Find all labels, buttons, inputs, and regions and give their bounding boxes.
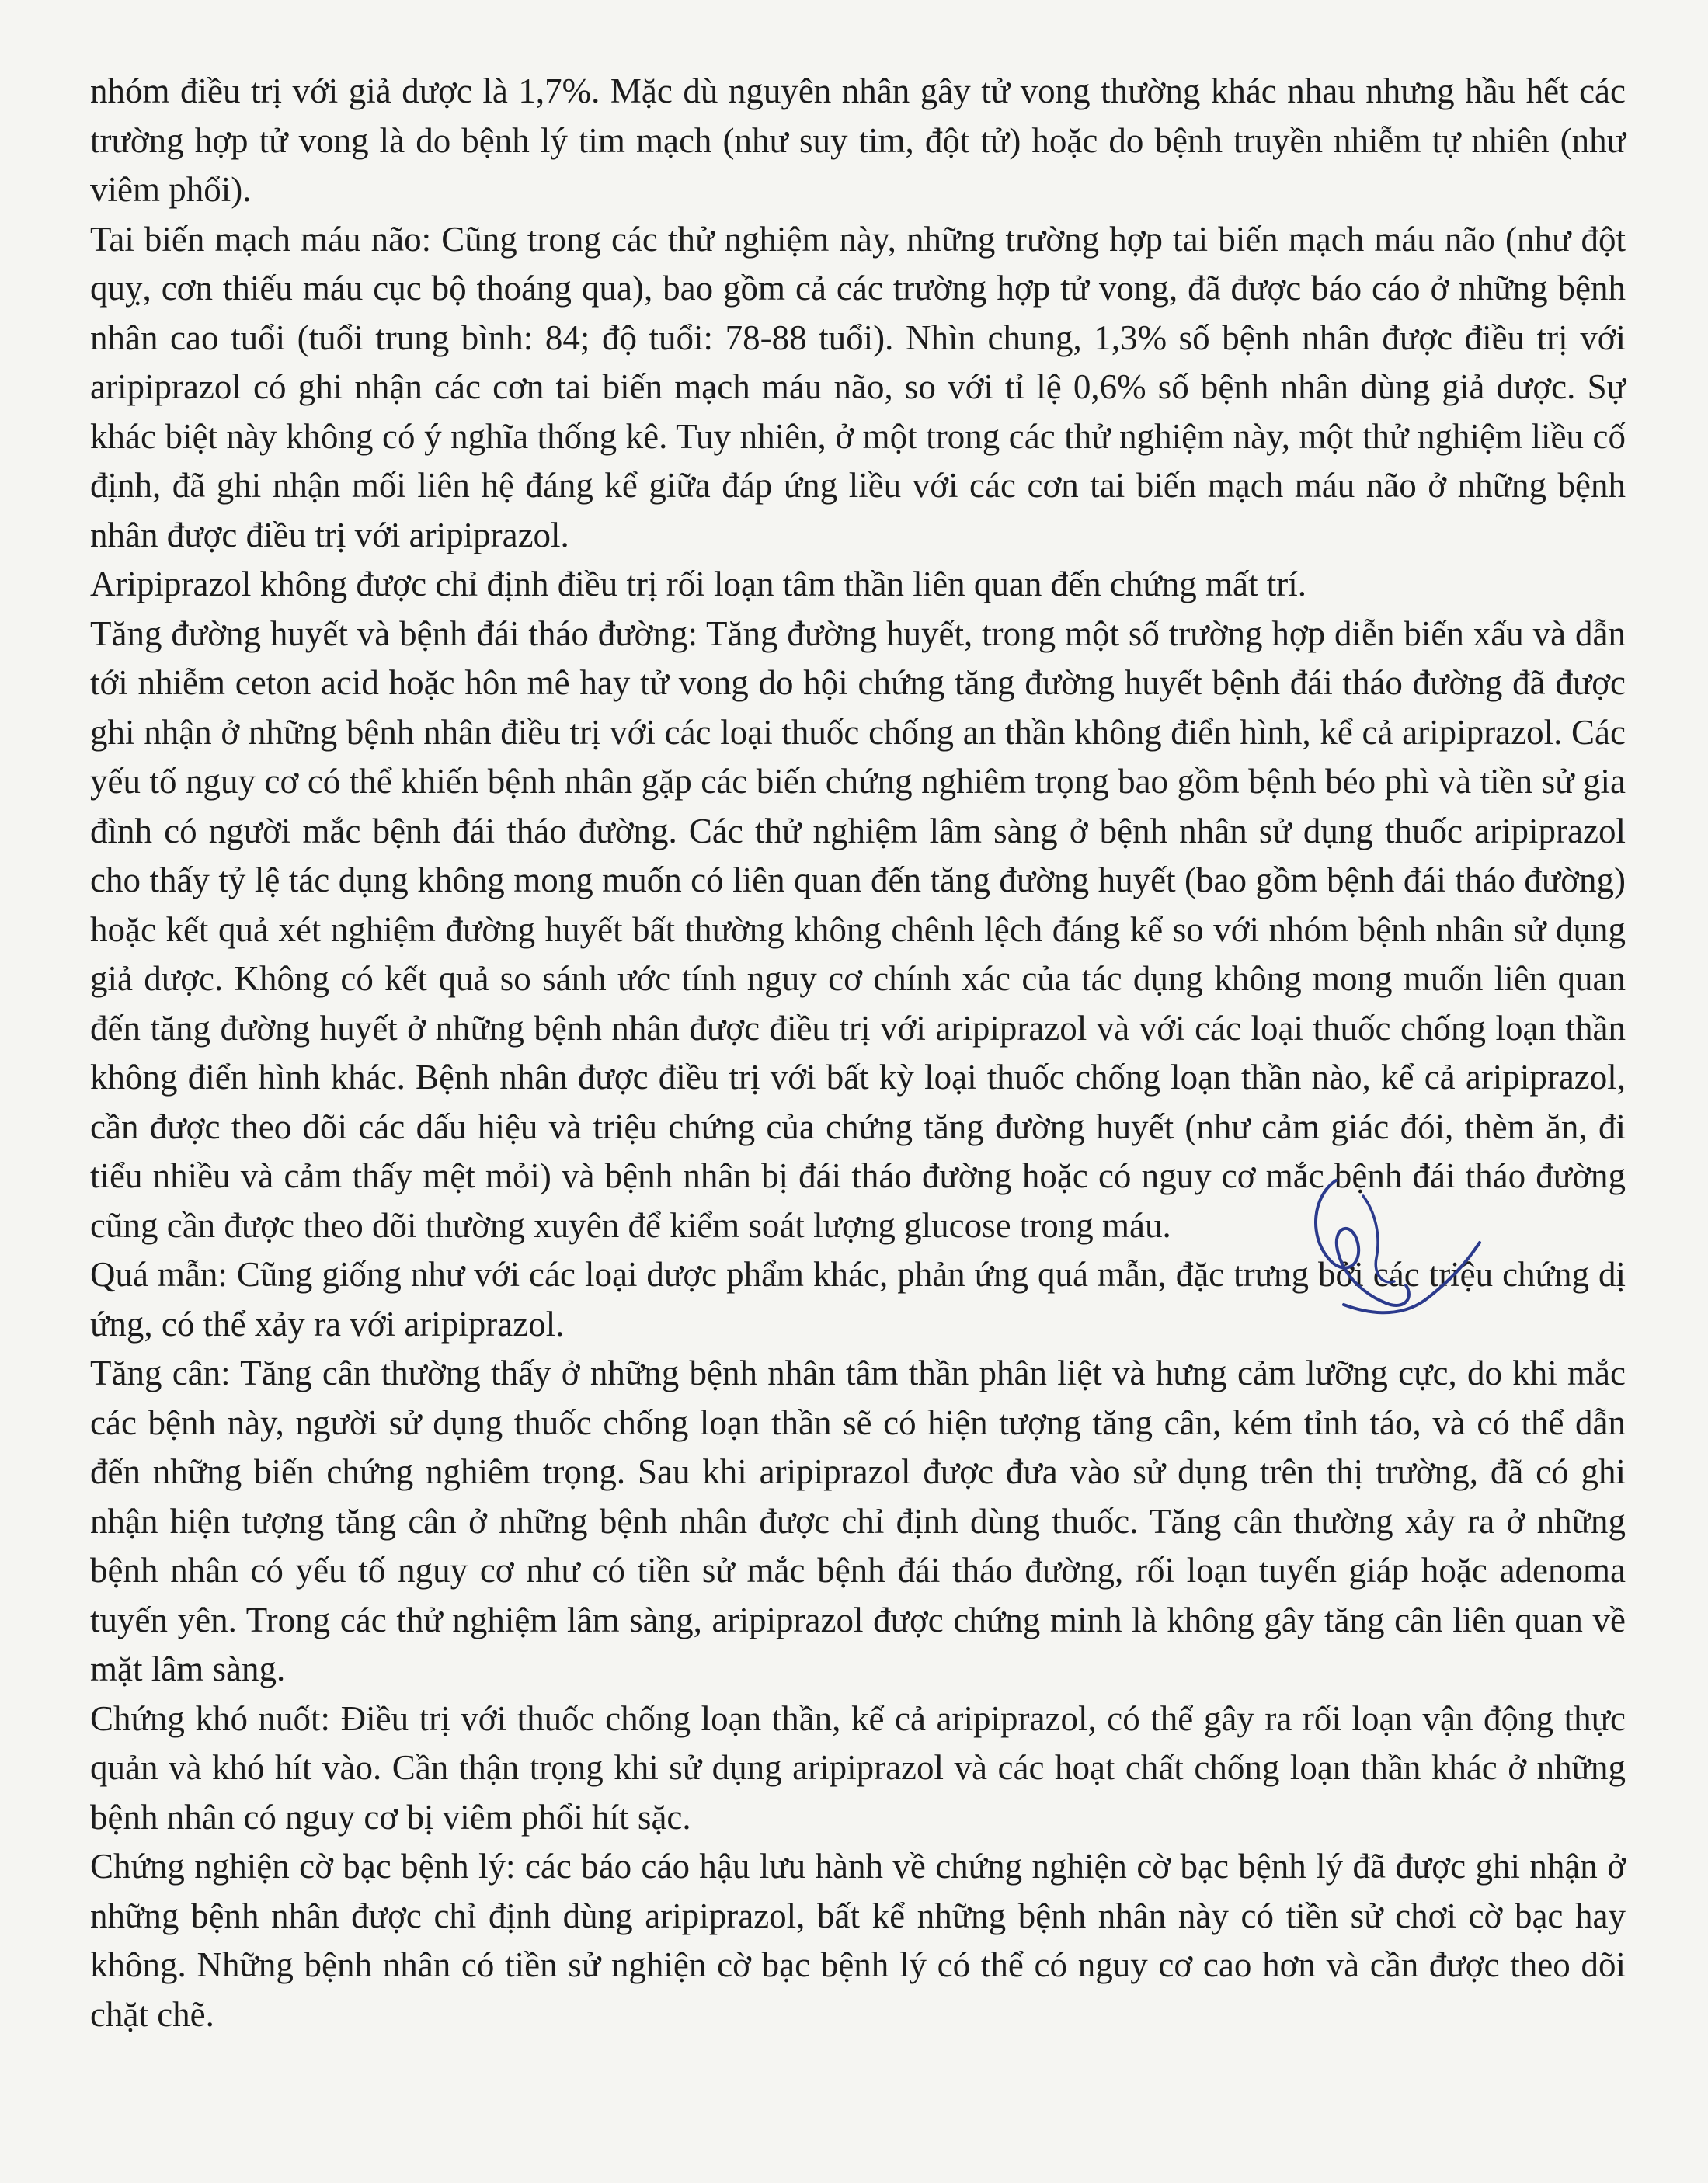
paragraph-weight-gain: Tăng cân: Tăng cân thường thấy ở những bệnh nhân tâm thần phân liệt và hưng cảm lưỡng cực, do khi mắc các bệnh này, người sử dụng thuốc chống loạn thần sẽ có hiện tượng tăng cân, kém tỉnh táo, và có thể dẫn đến những biến chứng nghiêm trọng. Sau khi aripiprazol được đưa vào sử dụng trên thị trường, đã có ghi nhận hiện tượng tăng cân ở những bệnh nhân được chỉ định dùng thuốc. Tăng cân thường xảy ra ở những bệnh nhân có yếu tố nguy cơ như có tiền sử mắc bệnh đái tháo đường, rối loạn tuyến giáp hoặc adenoma tuyến yên. Trong các thử nghiệm lâm sàng, aripiprazol được chứng minh là không gây tăng cân liên quan về mặt lâm sàng. (90, 1354, 1626, 1688)
paragraph-hyperglycemia-diabetes: Tăng đường huyết và bệnh đái tháo đường: Tăng đường huyết, trong một số trường hợp diễn biến xấu và dẫn tới nhiễm ceton acid hoặc hôn mê hay tử vong do hội chứng tăng đường huyết bệnh đái tháo đường đã được ghi nhận ở những bệnh nhân điều trị với các loại thuốc chống an thần không điển hình, kể cả aripiprazol. Các yếu tố nguy cơ có thể khiến bệnh nhân gặp các biến chứng nghiêm trọng bao gồm bệnh béo phì và tiền sử gia đình có người mắc bệnh đái tháo đường. Các thử nghiệm lâm sàng ở bệnh nhân sử dụng thuốc aripiprazol cho thấy tỷ lệ tác dụng không mong muốn có liên quan đến tăng đường huyết (bao gồm bệnh đái tháo đường) hoặc kết quả xét nghiệm đường huyết bất thường không chênh lệch đáng kể so với nhóm bệnh nhân sử dụng giả dược. Không có kết quả so sánh ước tính nguy cơ chính xác của tác dụng không mong muốn liên quan đến tăng đường huyết ở những bệnh nhân được điều trị với aripiprazol và với các loại thuốc chống loạn thần không điển hình khác. Bệnh nhân được điều trị với bất kỳ loại thuốc chống loạn thần nào, kể cả aripiprazol, cần được theo dõi các dấu hiệu và triệu chứng của chứng tăng đường huyết (như cảm giác đói, thèm ăn, đi tiểu nhiều và cảm thấy mệt mỏi) và bệnh nhân bị đái tháo đường hoặc có nguy cơ mắc bệnh đái tháo đường cũng cần được theo dõi thường xuyên để kiểm soát lượng glucose trong máu. (90, 614, 1626, 1245)
paragraph-cerebrovascular-events: Tai biến mạch máu não: Cũng trong các thử nghiệm này, những trường hợp tai biến mạch máu não (như đột quỵ, cơn thiếu máu cục bộ thoáng qua), bao gồm cả các trường hợp tử vong, đã được báo cáo ở những bệnh nhân cao tuổi (tuổi trung bình: 84; độ tuổi: 78-88 tuổi). Nhìn chung, 1,3% số bệnh nhân được điều trị với aripiprazol có ghi nhận các cơn tai biến mạch máu não, so với tỉ lệ 0,6% số bệnh nhân dùng giả dược. Sự khác biệt này không có ý nghĩa thống kê. Tuy nhiên, ở một trong các thử nghiệm này, một thử nghiệm liều cố định, đã ghi nhận mối liên hệ đáng kể giữa đáp ứng liều với các cơn tai biến mạch máu não ở những bệnh nhân được điều trị với aripiprazol. (90, 219, 1626, 554)
paragraph-pathological-gambling: Chứng nghiện cờ bạc bệnh lý: các báo cáo hậu lưu hành về chứng nghiện cờ bạc bệnh lý đã được ghi nhận ở những bệnh nhân được chỉ định dùng aripiprazol, bất kể những bệnh nhân này có tiền sử chơi cờ bạc hay không. Những bệnh nhân có tiền sử nghiện cờ bạc bệnh lý có thể có nguy cơ cao hơn và cần được theo dõi chặt chẽ. (90, 1847, 1626, 2034)
paragraph-hypersensitivity: Quá mẫn: Cũng giống như với các loại dược phẩm khác, phản ứng quá mẫn, đặc trưng bởi các triệu chứng dị ứng, có thể xảy ra với aripiprazol. (90, 1255, 1626, 1344)
paragraph-dysphagia: Chứng khó nuốt: Điều trị với thuốc chống loạn thần, kể cả aripiprazol, có thể gây ra rối loạn vận động thực quản và khó hít vào. Cần thận trọng khi sử dụng aripiprazol và các hoạt chất chống loạn thần khác ở những bệnh nhân có nguy cơ bị viêm phổi hít sặc. (90, 1698, 1626, 1837)
paragraph-mortality-continued: nhóm điều trị với giả dược là 1,7%. Mặc dù nguyên nhân gây tử vong thường khác nhau nhưng hầu hết các trường hợp tử vong là do bệnh lý tim mạch (như suy tim, đột tử) hoặc do bệnh truyền nhiễm tự nhiên (như viêm phổi). (90, 71, 1626, 209)
document-body (90, 67, 1626, 2039)
paragraph-dementia-indication: Aripiprazol không được chỉ định điều trị rối loạn tâm thần liên quan đến chứng mất trí. (90, 565, 1306, 603)
